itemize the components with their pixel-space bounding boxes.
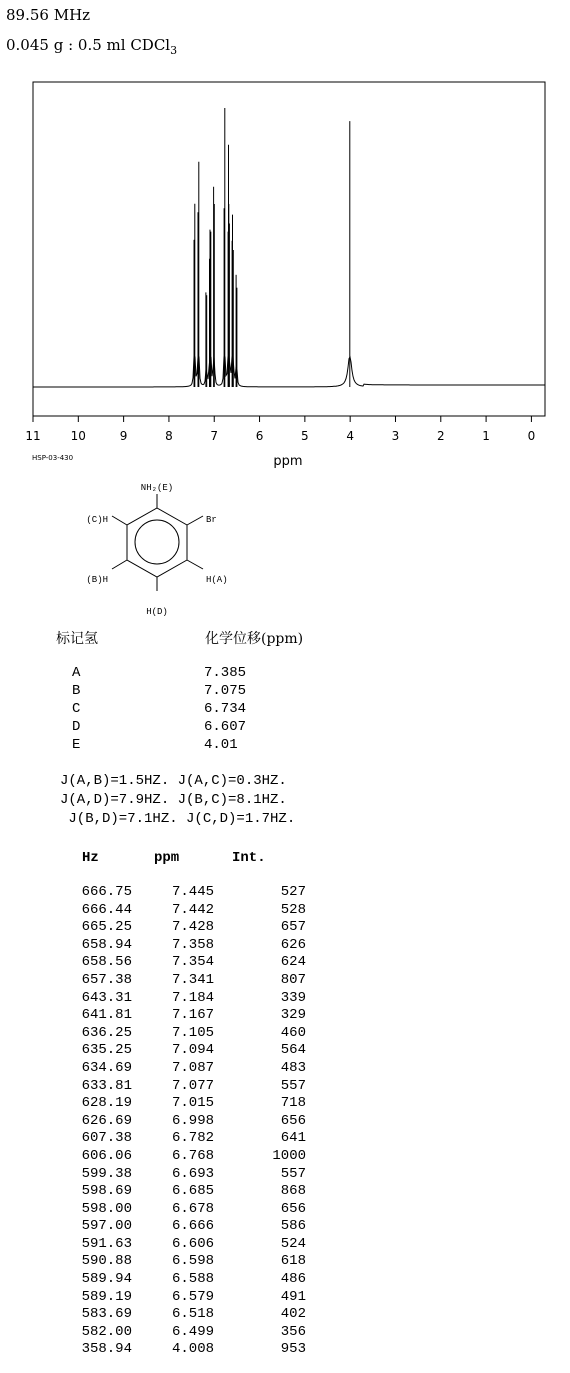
table-row xyxy=(72,972,306,990)
peak-ppm: 6.606 xyxy=(171,1235,214,1252)
peak-intensity: 402 xyxy=(280,1306,306,1323)
coupling-line: J(A,D)=7.9HZ. J(B,C)=8.1HZ. xyxy=(60,792,287,808)
peak-ppm: 7.341 xyxy=(171,971,214,988)
aromatic-circle xyxy=(135,520,179,564)
peak-intensity: 486 xyxy=(280,1271,306,1288)
peak-ppm: 6.588 xyxy=(171,1271,214,1288)
assignment-row xyxy=(72,664,246,682)
table-row xyxy=(72,1060,306,1078)
peak-table-header xyxy=(82,850,266,866)
peak-ppm: 6.685 xyxy=(171,1183,214,1200)
peak-intensity: 868 xyxy=(280,1183,306,1200)
peak-intensity: 528 xyxy=(280,901,306,918)
peak-hz: 666.44 xyxy=(81,901,132,918)
peak-ppm: 6.579 xyxy=(171,1288,214,1305)
x-tick-label: 2 xyxy=(436,429,445,443)
peak-intensity: 656 xyxy=(280,1112,306,1129)
peak-header-int: Int. xyxy=(232,850,266,866)
assignment-row xyxy=(72,682,246,700)
peak-intensity: 656 xyxy=(280,1200,306,1217)
table-row xyxy=(72,919,306,937)
peak-hz: 636.25 xyxy=(81,1024,132,1041)
peak-ppm: 7.442 xyxy=(171,901,214,918)
x-axis-tick-labels xyxy=(25,429,535,443)
label-hb: (B)H xyxy=(86,575,108,585)
peak-header-ppm: ppm xyxy=(154,850,180,866)
assignment-table xyxy=(72,664,246,754)
molecule-structure xyxy=(60,478,260,628)
peak-ppm: 7.445 xyxy=(171,884,214,900)
peak-ppm: 6.598 xyxy=(171,1253,214,1270)
table-row xyxy=(72,937,306,955)
coupling-line: J(B,D)=7.1HZ. J(C,D)=1.7HZ. xyxy=(60,811,296,827)
peak-ppm: 7.077 xyxy=(171,1077,214,1094)
peak-hz: 582.00 xyxy=(81,1323,132,1340)
spectrum-trace xyxy=(33,357,545,387)
peak-intensity: 953 xyxy=(280,1341,306,1358)
sample-subscript: 3 xyxy=(170,44,178,57)
spectrum-peaks xyxy=(194,108,350,387)
peak-hz: 666.75 xyxy=(81,884,132,900)
table-row xyxy=(72,1095,306,1113)
table-row xyxy=(72,902,306,920)
assignment-shift: 6.607 xyxy=(204,719,247,735)
peak-hz: 358.94 xyxy=(81,1341,132,1358)
x-axis-label: ppm xyxy=(273,454,303,469)
bond-hb xyxy=(112,560,127,569)
peak-ppm: 7.087 xyxy=(171,1059,214,1076)
peak-hz: 633.81 xyxy=(81,1077,132,1094)
peak-ppm: 6.782 xyxy=(171,1130,214,1147)
peak-hz: 643.31 xyxy=(81,989,132,1006)
peak-hz: 626.69 xyxy=(81,1112,132,1129)
peak-intensity: 524 xyxy=(280,1235,306,1252)
plot-frame xyxy=(33,82,545,416)
peak-ppm: 6.666 xyxy=(171,1218,214,1235)
x-tick-label: 10 xyxy=(70,429,86,443)
peak-intensity: 586 xyxy=(280,1218,306,1235)
table-row xyxy=(72,1306,306,1324)
sample-info xyxy=(6,36,177,57)
peak-header-hz: Hz xyxy=(82,850,99,866)
assignment-header-shift: 化学位移(ppm) xyxy=(205,631,304,647)
peak-hz: 628.19 xyxy=(81,1095,132,1112)
table-row xyxy=(72,1113,306,1131)
coupling-constants xyxy=(60,772,295,829)
peak-intensity: 356 xyxy=(280,1323,306,1340)
peak-hz: 583.69 xyxy=(81,1306,132,1323)
assignment-label: D xyxy=(72,719,81,735)
x-tick-label: 1 xyxy=(482,429,490,443)
table-row xyxy=(72,990,306,1008)
x-tick-label: 9 xyxy=(119,429,128,443)
peak-ppm: 7.354 xyxy=(171,954,214,971)
peak-hz: 591.63 xyxy=(81,1235,132,1252)
peak-table xyxy=(72,884,306,1359)
peak-intensity: 807 xyxy=(280,971,306,988)
assignment-shift: 7.075 xyxy=(204,683,247,699)
peak-hz: 635.25 xyxy=(81,1042,132,1059)
spectrometer-frequency: 89.56 MHz xyxy=(6,6,91,24)
table-row xyxy=(72,1324,306,1342)
label-nh2: NH₂(E) xyxy=(140,483,174,493)
assignment-row xyxy=(72,736,246,754)
bond-ha xyxy=(187,560,203,569)
bond-br xyxy=(187,516,203,525)
x-tick-label: 6 xyxy=(255,429,264,443)
table-row xyxy=(72,1201,306,1219)
peak-hz: 658.94 xyxy=(81,936,132,953)
peak-hz: 589.19 xyxy=(81,1288,132,1305)
label-br: Br xyxy=(206,515,217,525)
table-row xyxy=(72,1236,306,1254)
table-row xyxy=(72,1078,306,1096)
x-tick-label: 0 xyxy=(527,429,536,443)
label-hc: (C)H xyxy=(86,515,108,525)
table-row xyxy=(72,1289,306,1307)
assignment-label: B xyxy=(72,683,81,699)
peak-hz: 658.56 xyxy=(81,954,132,971)
peak-ppm: 6.768 xyxy=(171,1147,214,1164)
table-row xyxy=(72,1271,306,1289)
peak-hz: 634.69 xyxy=(81,1059,132,1076)
x-tick-label: 7 xyxy=(210,429,219,443)
assignment-label: A xyxy=(72,665,81,681)
table-row xyxy=(72,1218,306,1236)
x-axis-ticks xyxy=(33,416,531,422)
peak-hz: 665.25 xyxy=(81,919,132,936)
peak-hz: 599.38 xyxy=(81,1165,132,1182)
x-tick-label: 5 xyxy=(301,429,309,443)
sample-text: 0.045 g : 0.5 ml CDCl xyxy=(6,36,171,54)
peak-hz: 589.94 xyxy=(81,1271,132,1288)
peak-hz: 590.88 xyxy=(81,1253,132,1270)
table-row xyxy=(72,884,306,902)
peak-intensity: 527 xyxy=(280,884,306,900)
peak-ppm: 6.693 xyxy=(171,1165,214,1182)
peak-ppm: 7.105 xyxy=(171,1024,214,1041)
peak-ppm: 6.998 xyxy=(171,1112,214,1129)
assignment-header-label: 标记氢 xyxy=(56,631,98,647)
table-row xyxy=(72,1341,306,1359)
peak-intensity: 657 xyxy=(280,919,306,936)
peak-intensity: 718 xyxy=(280,1095,306,1112)
peak-hz: 606.06 xyxy=(81,1147,132,1164)
peak-intensity: 624 xyxy=(280,954,306,971)
peak-ppm: 7.015 xyxy=(171,1095,214,1112)
assignment-row xyxy=(72,700,246,718)
assignment-shift: 7.385 xyxy=(204,665,247,681)
peak-intensity: 564 xyxy=(280,1042,306,1059)
peak-ppm: 7.184 xyxy=(171,989,214,1006)
peak-intensity: 557 xyxy=(280,1077,306,1094)
x-tick-label: 4 xyxy=(346,429,354,443)
x-tick-label: 8 xyxy=(165,429,173,443)
peak-intensity: 618 xyxy=(280,1253,306,1270)
peak-intensity: 1000 xyxy=(272,1147,306,1164)
nmr-spectrum-chart xyxy=(0,70,570,470)
benzene-ring xyxy=(127,508,187,577)
table-row xyxy=(72,1166,306,1184)
peak-hz: 641.81 xyxy=(81,1007,132,1024)
assignment-label: C xyxy=(72,701,81,717)
x-tick-label: 11 xyxy=(25,429,41,443)
table-row xyxy=(72,1253,306,1271)
peak-intensity: 491 xyxy=(280,1288,306,1305)
label-ha: H(A) xyxy=(206,575,228,585)
assignment-row xyxy=(72,718,246,736)
peak-ppm: 4.008 xyxy=(171,1341,214,1358)
peak-hz: 597.00 xyxy=(81,1218,132,1235)
peak-hz: 598.69 xyxy=(81,1183,132,1200)
assignment-label: E xyxy=(72,737,81,753)
peak-ppm: 7.094 xyxy=(171,1042,214,1059)
table-row xyxy=(72,1130,306,1148)
x-tick-label: 3 xyxy=(391,429,400,443)
peak-ppm: 6.678 xyxy=(171,1200,214,1217)
peak-ppm: 6.518 xyxy=(171,1306,214,1323)
peak-intensity: 626 xyxy=(280,936,306,953)
peak-ppm: 7.358 xyxy=(171,936,214,953)
spectrum-code: HSP-03-430 xyxy=(32,454,74,462)
label-hd: H(D) xyxy=(146,607,168,617)
peak-hz: 598.00 xyxy=(81,1200,132,1217)
peak-intensity: 641 xyxy=(280,1130,306,1147)
assignment-shift: 4.01 xyxy=(204,737,238,753)
peak-intensity: 339 xyxy=(280,989,306,1006)
table-row xyxy=(72,1183,306,1201)
peak-intensity: 557 xyxy=(280,1165,306,1182)
peak-intensity: 483 xyxy=(280,1059,306,1076)
peak-hz: 657.38 xyxy=(81,971,132,988)
peak-intensity: 329 xyxy=(280,1007,306,1024)
table-row xyxy=(72,1007,306,1025)
table-row xyxy=(72,1042,306,1060)
peak-ppm: 7.428 xyxy=(171,919,214,936)
peak-intensity: 460 xyxy=(280,1024,306,1041)
table-row xyxy=(72,954,306,972)
bond-hc xyxy=(112,516,127,525)
coupling-line: J(A,B)=1.5HZ. J(A,C)=0.3HZ. xyxy=(60,773,287,789)
peak-hz: 607.38 xyxy=(81,1130,132,1147)
assignment-shift: 6.734 xyxy=(204,701,247,717)
peak-ppm: 7.167 xyxy=(171,1007,214,1024)
table-row xyxy=(72,1148,306,1166)
table-row xyxy=(72,1025,306,1043)
peak-ppm: 6.499 xyxy=(171,1323,214,1340)
